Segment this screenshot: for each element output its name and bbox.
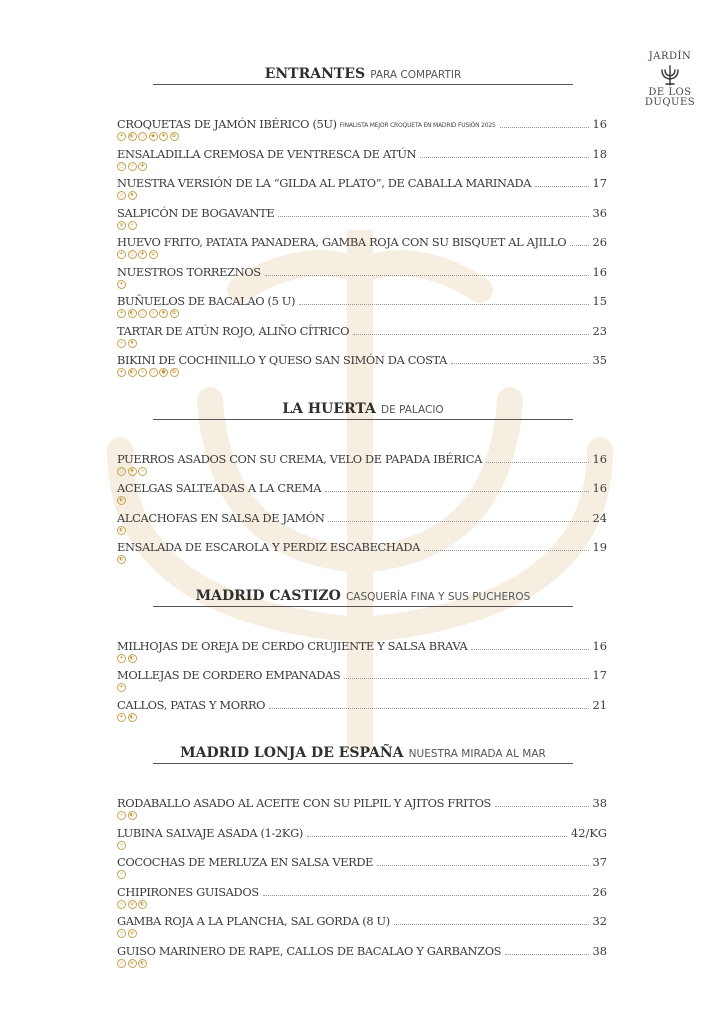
fish-icon: ∝ (117, 841, 126, 850)
dish-item (117, 204, 607, 234)
dish-name: CHIPIRONES GUISADOS (117, 884, 259, 899)
gluten-icon: ✦ (117, 132, 126, 141)
milk-icon: ◐ (117, 555, 126, 564)
section-header (153, 62, 573, 85)
section-header (153, 584, 573, 607)
milk-icon: ◐ (128, 811, 137, 820)
dish-price: 16 (592, 264, 607, 279)
menu-section (117, 62, 607, 381)
allergen-icons (117, 929, 607, 939)
dish-line (117, 479, 607, 495)
fish-icon: ∝ (149, 309, 158, 318)
allergen-icons (117, 870, 607, 880)
milk-icon: ◐ (138, 900, 147, 909)
dish-price: 35 (592, 353, 607, 367)
dish-name: CROQUETAS DE JAMÓN IBÉRICO (5U) (117, 117, 337, 131)
dish-name: MOLLEJAS DE CORDERO EMPANADAS (117, 668, 341, 682)
allergen-icons (117, 841, 607, 851)
fish-icon: ∝ (117, 811, 126, 820)
dish-note: FINALISTA MEJOR CROQUETA EN MADRID FUSIÓN 2025 (339, 122, 496, 129)
dish-name: GAMBA ROJA A LA PLANCHA, SAL GORDA (8 U) (117, 914, 390, 928)
fish-icon: ∝ (128, 162, 137, 171)
sulphite-icon: ♦ (138, 250, 147, 259)
section-title: ENTRANTES (264, 66, 366, 82)
dish-line (117, 794, 607, 810)
section-subtitle: NUESTRA MIRADA AL MAR (408, 748, 546, 760)
allergen-icons (117, 162, 607, 172)
dot-leader (451, 363, 588, 364)
mustard-icon: ✿ (170, 309, 179, 318)
dot-leader (325, 491, 588, 492)
allergen-icons (117, 900, 607, 910)
menu-page (117, 62, 607, 971)
dish-item (117, 263, 607, 293)
dot-leader (505, 954, 588, 955)
allergen-icons (117, 555, 607, 565)
dish-line (117, 538, 607, 554)
dot-leader (471, 649, 588, 650)
fish-icon: ∝ (117, 339, 126, 348)
dish-item (117, 322, 607, 352)
dot-leader (328, 521, 588, 522)
crustacean-icon: ψ (128, 900, 137, 909)
dot-leader (500, 127, 589, 128)
dot-leader (535, 186, 588, 187)
dish-name: NUESTRA VERSIÓN DE LA “GILDA AL PLATO”, DE CABALLA MARINADA (117, 176, 532, 190)
dish-price: 17 (592, 176, 607, 190)
dish-price: 19 (592, 540, 607, 554)
dish-item (117, 883, 607, 913)
gluten-icon: ✦ (117, 683, 126, 692)
dot-leader (377, 865, 588, 866)
dish-item (117, 637, 607, 667)
dot-leader (265, 275, 589, 276)
dish-price: 26 (592, 884, 607, 899)
fish-icon: ∝ (138, 467, 147, 476)
dot-leader (486, 462, 589, 463)
sulphite-icon: ♦ (128, 467, 137, 476)
gluten-icon: ✦ (117, 280, 126, 289)
section-subtitle: CASQUERÍA FINA Y SUS PUCHEROS (345, 590, 531, 603)
egg-icon: ○ (117, 162, 126, 171)
dish-name: RODABALLO ASADO AL ACEITE CON SU PILPIL Y AJITOS FRITOS (117, 796, 492, 810)
dish-price: 26 (592, 235, 607, 249)
gluten-icon: ✦ (117, 309, 126, 318)
brand-logo (640, 52, 700, 108)
dot-leader (263, 895, 589, 896)
milk-icon: ◐ (117, 526, 126, 535)
crustacean-icon: ψ (128, 929, 137, 938)
dish-item (117, 666, 607, 696)
dish-list (117, 450, 607, 568)
dish-line (117, 292, 607, 308)
fish-icon: ∝ (117, 870, 126, 879)
dish-item (117, 233, 607, 263)
fish-icon: ∝ (138, 368, 147, 377)
gluten-icon: ✦ (117, 250, 126, 259)
milk-icon: ◐ (128, 309, 137, 318)
sulphite-icon: ♦ (159, 309, 168, 318)
section-title: MADRID CASTIZO (195, 587, 341, 604)
allergen-icons (117, 467, 607, 477)
dish-name: ENSALADA DE ESCAROLA Y PERDIZ ESCABECHADA (117, 540, 421, 554)
dish-price: 42/KG (571, 825, 607, 840)
dish-name: PUERROS ASADOS CON SU CREMA, VELO DE PAPADA IBÉRICA (117, 451, 482, 466)
fish-icon: ∝ (117, 191, 126, 200)
dish-line (117, 450, 607, 466)
gluten-icon: ✦ (117, 368, 126, 377)
dish-name: ALCACHOFAS EN SALSA DE JAMÓN (117, 510, 325, 525)
logo-line-3: DUQUES (644, 97, 696, 108)
milk-icon: ◐ (128, 654, 137, 663)
crustacean-icon: ψ (117, 221, 126, 230)
allergen-icons (117, 654, 607, 664)
dish-item (117, 450, 607, 480)
dish-item (117, 824, 607, 854)
dot-leader (424, 550, 588, 551)
dish-item (117, 145, 607, 175)
dish-item (117, 292, 607, 322)
dish-price: 32 (592, 914, 607, 928)
allergen-icons (117, 280, 607, 290)
dot-leader (307, 836, 567, 837)
dot-leader (278, 216, 588, 217)
dish-item (117, 509, 607, 539)
sulphite-icon: ♦ (128, 339, 137, 348)
dish-line (117, 883, 607, 899)
dish-name: NUESTROS TORREZNOS (117, 264, 261, 279)
milk-icon: ◐ (128, 368, 137, 377)
dish-name: SALPICÓN DE BOGAVANTE (117, 205, 275, 220)
allergen-icons (117, 811, 607, 821)
dish-price: 15 (592, 294, 607, 308)
section-header (153, 397, 573, 420)
dot-leader (269, 708, 588, 709)
egg-icon: ○ (138, 132, 147, 141)
dish-name: MILHOJAS DE OREJA DE CERDO CRUJIENTE Y SALSA BRAVA (117, 638, 468, 653)
mustard-icon: ✿ (170, 132, 179, 141)
dish-line (117, 115, 607, 131)
dish-item (117, 942, 607, 972)
dish-item (117, 912, 607, 942)
dot-leader (353, 334, 588, 335)
section-subtitle: DE PALACIO (381, 403, 444, 416)
allergen-icons (117, 309, 607, 319)
dish-price: 18 (592, 146, 607, 161)
dish-item (117, 853, 607, 883)
allergen-icons (117, 713, 607, 723)
dish-price: 16 (592, 481, 607, 495)
section-title: MADRID LONJA DE ESPAÑA (180, 745, 404, 761)
milk-icon: ◐ (128, 132, 137, 141)
dish-line (117, 263, 607, 279)
dish-item (117, 794, 607, 824)
dish-item (117, 538, 607, 568)
dish-name: BIKINI DE COCHINILLO Y QUESO SAN SIMÓN DA COSTA (117, 353, 448, 367)
dish-line (117, 942, 607, 958)
egg-icon: ○ (128, 250, 137, 259)
dot-leader (420, 157, 588, 158)
gluten-icon: ✦ (117, 713, 126, 722)
dish-item (117, 351, 607, 381)
dish-line (117, 696, 607, 712)
dot-leader (344, 678, 588, 679)
menu-section (117, 741, 607, 971)
dish-name: TARTAR DE ATÚN ROJO, ALIÑO CÍTRICO (117, 323, 350, 338)
menu-section (117, 584, 607, 726)
dish-price: 21 (592, 697, 607, 712)
fish-icon: ∝ (117, 900, 126, 909)
dish-line (117, 637, 607, 653)
sulphite-icon: ♦ (138, 162, 147, 171)
dish-line (117, 204, 607, 220)
dish-line (117, 145, 607, 161)
crustacean-icon: ψ (149, 250, 158, 259)
dish-name: COCOCHAS DE MERLUZA EN SALSA VERDE (117, 855, 374, 869)
mustard-icon: ✿ (170, 368, 179, 377)
milk-icon: ◐ (138, 959, 147, 968)
nuts-icon: ● (159, 368, 168, 377)
dish-item (117, 115, 607, 145)
dish-line (117, 509, 607, 525)
dish-list (117, 794, 607, 971)
dot-leader (299, 304, 588, 305)
dish-line (117, 351, 607, 367)
fish-icon: ∝ (128, 221, 137, 230)
logo-line-2: DE LOS (648, 87, 692, 98)
dot-leader (394, 924, 589, 925)
dish-price: 17 (592, 668, 607, 682)
dish-name: BUÑUELOS DE BACALAO (5 U) (117, 294, 296, 308)
allergen-icons (117, 526, 607, 536)
dish-price: 16 (592, 117, 607, 131)
dish-price: 38 (592, 943, 607, 958)
dot-leader (495, 806, 588, 807)
allergen-icons (117, 368, 607, 378)
allergen-icons (117, 132, 607, 142)
dish-name: ACELGAS SALTEADAS A LA CREMA (117, 481, 322, 495)
milk-icon: ◐ (117, 496, 126, 505)
dish-name: GUISO MARINERO DE RAPE, CALLOS DE BACALAO Y GARBANZOS (117, 943, 502, 958)
dish-item (117, 696, 607, 726)
fish-icon: ∝ (117, 959, 126, 968)
sulphite-icon: ♦ (159, 132, 168, 141)
dish-item (117, 174, 607, 204)
allergen-icons (117, 191, 607, 201)
milk-icon: ◐ (128, 713, 137, 722)
dish-line (117, 233, 607, 249)
dish-line (117, 824, 607, 840)
dot-leader (570, 245, 588, 246)
allergen-icons (117, 339, 607, 349)
trident-emblem-icon (659, 64, 681, 86)
fish-icon: ∝ (117, 929, 126, 938)
crustacean-icon: ψ (128, 959, 137, 968)
dish-price: 37 (592, 855, 607, 869)
dish-price: 16 (592, 451, 607, 466)
dish-line (117, 666, 607, 682)
allergen-icons (117, 683, 607, 693)
egg-icon: ○ (138, 309, 147, 318)
dish-name: HUEVO FRITO, PATATA PANADERA, GAMBA ROJA CON SU BISQUET AL AJILLO (117, 235, 567, 249)
dish-name: CALLOS, PATAS Y MORRO (117, 697, 266, 712)
dish-price: 36 (592, 205, 607, 220)
section-subtitle: PARA COMPARTIR (370, 69, 462, 81)
dish-price: 16 (592, 638, 607, 653)
allergen-icons (117, 959, 607, 969)
soy-icon: ◆ (149, 132, 158, 141)
menu-section (117, 397, 607, 568)
dish-list (117, 637, 607, 726)
dish-item (117, 479, 607, 509)
dish-list (117, 115, 607, 381)
dish-line (117, 853, 607, 869)
allergen-icons (117, 250, 607, 260)
egg-icon: ○ (149, 368, 158, 377)
section-title: LA HUERTA (282, 400, 376, 417)
dish-price: 38 (592, 796, 607, 810)
dish-line (117, 322, 607, 338)
section-header (153, 741, 573, 764)
dish-price: 24 (592, 510, 607, 525)
logo-line-1: JARDÍN (648, 51, 692, 62)
dish-price: 23 (592, 323, 607, 338)
gluten-icon: ✦ (117, 654, 126, 663)
dish-name: ENSALADILLA CREMOSA DE VENTRESCA DE ATÚN (117, 146, 417, 161)
dish-line (117, 174, 607, 190)
allergen-icons (117, 496, 607, 506)
dish-name: LUBINA SALVAJE ASADA (1-2KG) (117, 825, 303, 840)
dish-line (117, 912, 607, 928)
sulphite-icon: ♦ (128, 191, 137, 200)
egg-icon: ○ (117, 467, 126, 476)
allergen-icons (117, 221, 607, 231)
